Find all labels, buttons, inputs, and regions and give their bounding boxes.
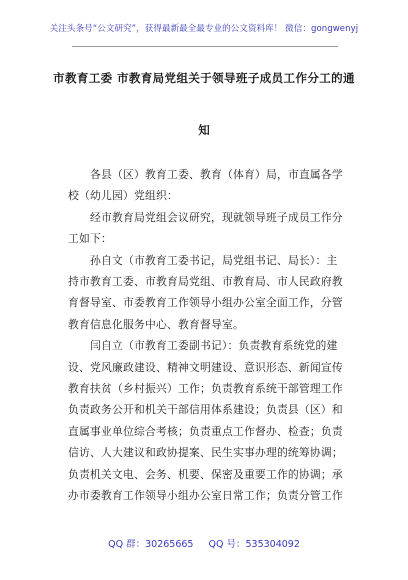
body-line: 办市委教育工作领导小组办公室日常工作；负责分管工作 bbox=[68, 489, 343, 503]
footer-qq-group: QQ 群：30265665 bbox=[108, 539, 194, 550]
body-line: 工如下： bbox=[68, 232, 112, 246]
document-body bbox=[68, 164, 342, 507]
header-banner: 关注头条号“公文研究”，获得最新最全最专业的公文资料库！ 微信：gongwenyj bbox=[49, 24, 359, 34]
body-line: 育督导室、市委教育工作领导小组办公室全面工作，分管 bbox=[68, 296, 343, 310]
footer-contact bbox=[0, 536, 408, 550]
body-line: 教育扶贫（乡村振兴）工作；负责教育系统干部管理工作 bbox=[68, 382, 343, 396]
body-line: 设、党风廉政建设、精神文明建设、意识形态、新闻宣传 bbox=[68, 360, 343, 374]
header-divider bbox=[72, 46, 338, 47]
body-line: 负责机关文电、会务、机要、保密及重要工作的协调；承 bbox=[68, 467, 343, 481]
body-line: 各县（区）教育工委、教育（体育）局，市直属各学 bbox=[90, 168, 343, 181]
body-line: 校（幼儿园）党组织： bbox=[68, 189, 178, 203]
body-line: 经市教育局党组会议研究，现就领导班子成员工作分 bbox=[90, 210, 343, 224]
body-line: 持市教育工委、市教育局党组、市教育局、市人民政府教 bbox=[68, 275, 343, 289]
document-title-continued: 知 bbox=[198, 123, 210, 137]
body-line: 教育信息化服务中心、教育督导室。 bbox=[68, 317, 244, 331]
footer-qq-number: QQ 号：535304092 bbox=[208, 539, 300, 550]
body-line: 闫自立（市教育工委副书记）：负责教育系统党的建 bbox=[90, 339, 338, 353]
body-line: 孙自文（市教育工委书记，局党组书记、局长）：主 bbox=[90, 253, 338, 267]
body-line: 信访、人大建议和政协提案、民生实事办理的统筹协调； bbox=[68, 446, 343, 460]
document-title: 市教育工委 市教育局党组关于领导班子成员工作分工的通 bbox=[53, 71, 355, 85]
body-line: 直属事业单位综合考核；负责重点工作督办、检查；负责 bbox=[68, 424, 343, 438]
body-line: 负责政务公开和机关干部信用体系建设；负责县（区）和 bbox=[68, 403, 343, 417]
